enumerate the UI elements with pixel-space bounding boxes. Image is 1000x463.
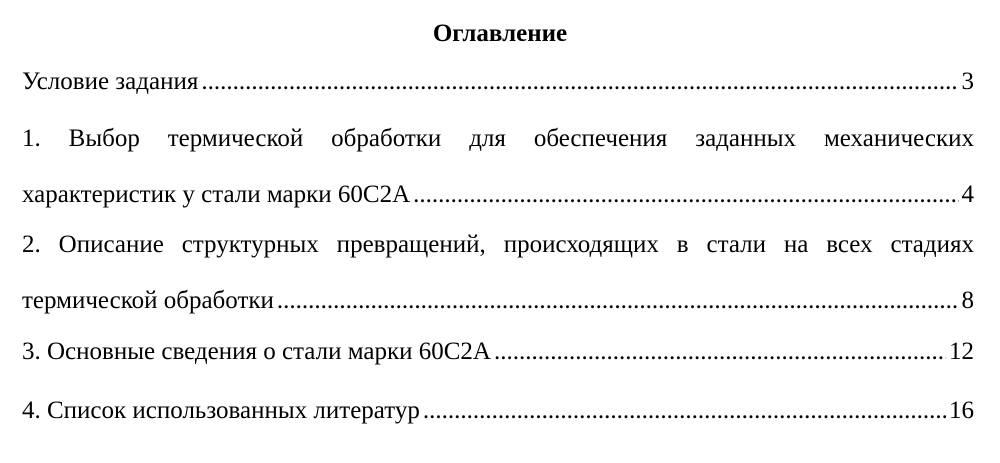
toc-entry-references[interactable]	[22, 393, 974, 429]
toc-entry-steel-info[interactable]	[22, 334, 974, 370]
toc-entry-heat-treatment-choice[interactable]	[22, 121, 974, 213]
dot-leader	[423, 393, 946, 429]
toc-entry-structural-transformations[interactable]	[22, 227, 974, 319]
toc-entry-conditions[interactable]	[22, 64, 974, 100]
toc-entry-page: 12	[949, 338, 974, 365]
toc-title: Оглавление	[432, 20, 568, 47]
toc-entry-text: 4. Список использованных литератур	[22, 397, 420, 424]
toc-entry-text: Условие задания	[22, 68, 199, 95]
dot-leader	[494, 334, 946, 370]
toc-entry-text-line1: 1. Выбор термической обработки для обеспечения заданных механических	[22, 125, 974, 152]
toc-entry-text-line2: термической обработки	[22, 287, 274, 314]
dot-leader	[201, 64, 958, 100]
dot-leader	[277, 283, 959, 319]
dot-leader	[413, 177, 958, 213]
toc-entry-page: 16	[949, 397, 974, 424]
toc-entry-page: 4	[961, 181, 974, 208]
toc-entry-text-line2: характеристик у стали марки 60С2А	[22, 181, 411, 208]
toc-entry-page: 8	[961, 287, 974, 314]
toc-entry-text-line1: 2. Описание структурных превращений, происходящих в стали на всех стадиях	[22, 231, 974, 258]
toc-entry-page: 3	[961, 68, 974, 95]
toc-entry-text: 3. Основные сведения о стали марки 60С2А	[22, 338, 491, 365]
